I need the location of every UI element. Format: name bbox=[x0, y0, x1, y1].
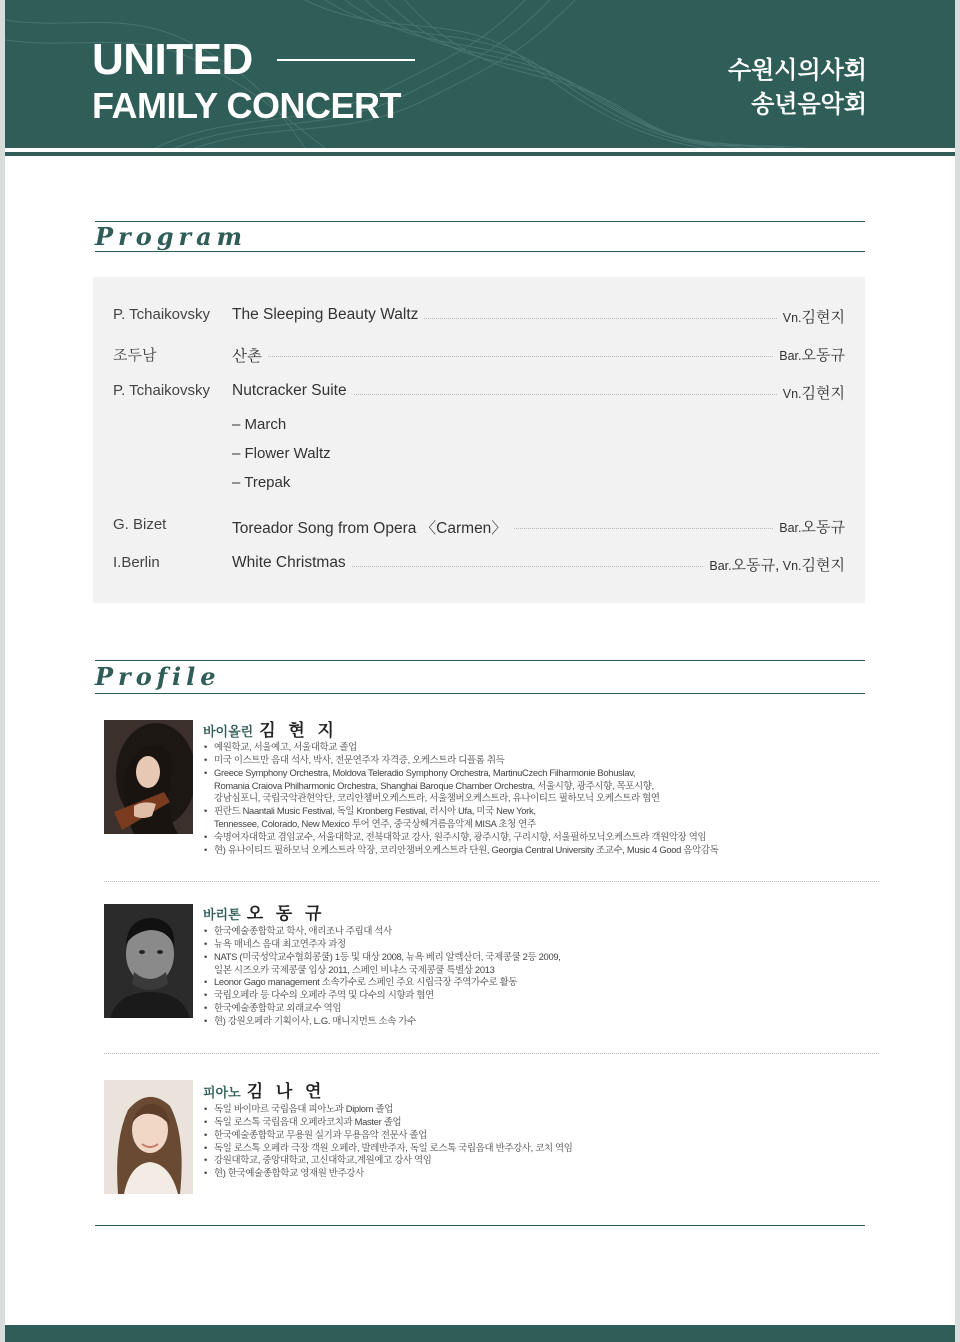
program-row bbox=[93, 344, 865, 370]
piece-title: White Christmas bbox=[232, 554, 352, 572]
event-host: 수원시의사회 bbox=[727, 57, 867, 84]
artist-bio bbox=[204, 925, 884, 1028]
bio-item: • 강원대학교, 중앙대학교, 고신대학교,계원예고 강사 역임 bbox=[204, 1154, 884, 1167]
bio-item: • NATS (미국성악교수협회콩쿨) 1등 및 대상 2008, 뉴욕 베리 알렉산더, 국제콩쿨 2등 2009, bbox=[204, 951, 884, 964]
artist-heading bbox=[203, 1077, 325, 1102]
artist-name: 김 나 연 bbox=[246, 1082, 326, 1101]
artist-role: 바이올린 bbox=[203, 724, 254, 739]
bio-item: • 예원학교, 서울예고, 서울대학교 졸업 bbox=[204, 741, 884, 754]
profile-rule-top bbox=[95, 660, 865, 661]
profile-heading: Profile bbox=[95, 662, 221, 691]
concert-program-page bbox=[5, 0, 955, 1342]
piece-title: Toreador Song from Opera 〈Carmen〉 bbox=[232, 516, 513, 538]
dot-leader bbox=[233, 356, 845, 357]
bio-item: • 독일 바이마르 국립음대 피아노과 Diplom 졸업 bbox=[204, 1103, 884, 1116]
header-banner bbox=[5, 0, 955, 148]
bio-item: • 현) 한국예술종합학교 영재원 반주강사 bbox=[204, 1167, 884, 1180]
bio-item: • 현) 유나이티드 필하모닉 오케스트라 악장, 코리안챔버오케스트라 단원, Georgia Central University 조교수, Music 4 Good 음악감독 bbox=[204, 844, 884, 857]
bio-item: • 국립오페라 등 다수의 오페라 주역 및 다수의 시향과 협연 bbox=[204, 989, 884, 1002]
profile-divider bbox=[104, 1053, 879, 1054]
suite-movement: – March bbox=[232, 416, 287, 433]
bio-item-continued: 강남심포니, 국립국악관현악단, 코리안챔버오케스트라, 서울챔버오케스트라, 유나이티드 필하모닉 오케스트라 협연 bbox=[214, 792, 660, 804]
artist-name: 오 동 규 bbox=[246, 904, 326, 923]
performer: Bar.오동규 bbox=[773, 516, 845, 537]
title-accent-line bbox=[277, 59, 415, 61]
header-divider bbox=[5, 152, 955, 156]
program-heading: Program bbox=[95, 222, 248, 251]
suite-movement: – Flower Waltz bbox=[232, 445, 331, 462]
artist-name: 김 현 지 bbox=[259, 721, 338, 740]
bio-item: • 미국 이스트만 음대 석사, 박사, 전문연주자 자격증, 오케스트라 디플롬 취득 bbox=[204, 754, 884, 767]
bio-item: • 숙명여자대학교 겸임교수, 서울대학교, 전북대학교 강사, 원주시향, 광주시향, 구리시향, 서울필하모닉오케스트라 객원악장 역임 bbox=[204, 831, 884, 844]
artist-heading bbox=[203, 716, 338, 741]
baritone-photo bbox=[104, 904, 193, 1018]
bio-item: • 한국예술종합학교 무용원 실기과 무용음악 전문사 졸업 bbox=[204, 1129, 884, 1142]
composer: I.Berlin bbox=[113, 554, 160, 571]
performer: Vn.김현지 bbox=[777, 306, 845, 327]
performer: Bar.오동규 bbox=[773, 344, 845, 365]
program-row bbox=[93, 382, 865, 408]
profile-divider bbox=[104, 881, 879, 882]
bio-item: • 핀란드 Naantali Music Festival, 독일 Kronberg Festival, 러시아 Ufa, 미국 New York, bbox=[204, 805, 884, 818]
program-list bbox=[93, 277, 865, 603]
suite-movement: – Trepak bbox=[232, 474, 291, 491]
piece-title: 산촌 bbox=[232, 344, 268, 366]
bio-item: • Greece Symphony Orchestra, Moldova Teleradio Symphony Orchestra, MartinuCzech Filharmonie Bohuslav, bbox=[204, 767, 884, 780]
artist-role: 바리톤 bbox=[203, 907, 241, 922]
event-name: 송년음악회 bbox=[751, 91, 867, 118]
composer: 조두남 bbox=[113, 347, 157, 364]
bio-item-continued: Tennessee, Colorado, New Mexico 투어 연주, 중국상해겨름음악제 MISA 초청 연주 bbox=[214, 818, 536, 830]
program-rule-bottom bbox=[95, 251, 865, 252]
profile-rule-bottom bbox=[95, 693, 865, 694]
violinist-photo bbox=[104, 720, 193, 834]
bio-item: • 현) 강원오페라 기획이사, L.G. 매니지먼트 소속 가수 bbox=[204, 1015, 884, 1028]
bio-item: • 독일 로스톡 국립음대 오페라코치과 Master 졸업 bbox=[204, 1116, 884, 1129]
bio-item: • 뉴욕 매네스 음대 최고연주자 과정 bbox=[204, 938, 884, 951]
bio-item: • 한국예술종합학교 외래교수 역임 bbox=[204, 1002, 884, 1015]
artist-bio bbox=[204, 1103, 884, 1180]
piece-title: Nutcracker Suite bbox=[232, 382, 353, 400]
pianist-photo bbox=[104, 1080, 193, 1194]
artist-role: 피아노 bbox=[203, 1085, 241, 1100]
composer: P. Tchaikovsky bbox=[113, 382, 210, 399]
program-row bbox=[93, 306, 865, 332]
artist-bio bbox=[204, 741, 884, 857]
performer: Bar.오동규, Vn.김현지 bbox=[703, 554, 845, 575]
program-row bbox=[93, 554, 865, 580]
program-row bbox=[93, 516, 865, 542]
footer-band bbox=[5, 1325, 955, 1342]
composer: G. Bizet bbox=[113, 516, 167, 533]
artist-heading bbox=[203, 899, 325, 924]
bio-item: • Leonor Gago management 소속가수로 스페인 주요 시립극장 주역가수로 활동 bbox=[204, 976, 884, 989]
bio-item-continued: Romania Craiova Philharmonic Orchestra, Shanghai Baroque Chamber Orchestra, 서울시향, 광주시향, 목포시향, bbox=[214, 779, 654, 791]
profile-end-rule bbox=[95, 1225, 865, 1226]
bio-item-continued: 일본 시즈오카 국제콩쿨 입상 2011, 스페인 비냐스 국제콩쿨 특별상 2013 bbox=[214, 963, 495, 975]
composer: P. Tchaikovsky bbox=[113, 306, 210, 323]
concert-title-line2: FAMILY CONCERT bbox=[92, 85, 402, 126]
piece-title: The Sleeping Beauty Waltz bbox=[232, 306, 424, 324]
concert-title-line1: UNITED bbox=[92, 35, 253, 84]
performer: Vn.김현지 bbox=[777, 382, 845, 403]
bio-item: • 독일 로스톡 오페라 극장 객원 오페라, 발레반주자, 독일 로스톡 국립음대 반주강사, 코치 역임 bbox=[204, 1142, 884, 1155]
bio-item: • 한국예술종합학교 학사, 애리조나 주립대 석사 bbox=[204, 925, 884, 938]
